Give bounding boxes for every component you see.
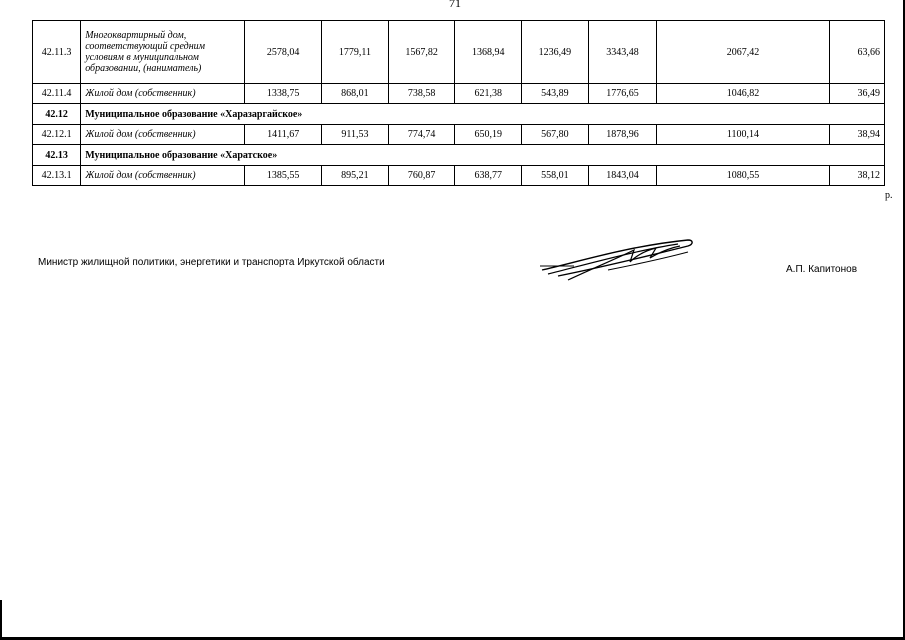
table-row bbox=[33, 125, 885, 145]
value-cell: 2067,42 bbox=[657, 21, 829, 84]
value-cell: 543,89 bbox=[522, 84, 589, 104]
row-description: Жилой дом (собственник) bbox=[81, 125, 245, 145]
value-cell: 63,66 bbox=[829, 21, 884, 84]
row-description: Многоквартирный дом, соответствующий средним условиям в муниципальном образовании, (наниматель) bbox=[81, 21, 245, 84]
table-row bbox=[33, 84, 885, 104]
edge-mark: р. bbox=[885, 190, 893, 201]
row-description: Жилой дом (собственник) bbox=[81, 84, 245, 104]
signer-position: Министр жилищной политики, энергетики и транспорта Иркутской области bbox=[38, 257, 385, 268]
value-cell: 1779,11 bbox=[322, 21, 389, 84]
section-code: 42.12 bbox=[33, 104, 81, 125]
value-cell: 1776,65 bbox=[588, 84, 657, 104]
value-cell: 1878,96 bbox=[588, 125, 657, 145]
value-cell: 774,74 bbox=[388, 125, 455, 145]
section-title: Муниципальное образование «Харатское» bbox=[81, 145, 885, 166]
value-cell: 1338,75 bbox=[245, 84, 322, 104]
value-cell: 621,38 bbox=[455, 84, 522, 104]
value-cell: 558,01 bbox=[522, 166, 589, 186]
value-cell: 868,01 bbox=[322, 84, 389, 104]
row-code: 42.13.1 bbox=[33, 166, 81, 186]
table-row bbox=[33, 21, 885, 84]
value-cell: 1385,55 bbox=[245, 166, 322, 186]
row-code: 42.11.4 bbox=[33, 84, 81, 104]
signer-name: А.П. Капитонов bbox=[786, 264, 858, 275]
value-cell: 38,12 bbox=[829, 166, 884, 186]
section-title: Муниципальное образование «Харазаргайское» bbox=[81, 104, 885, 125]
value-cell: 1368,94 bbox=[455, 21, 522, 84]
value-cell: 1046,82 bbox=[657, 84, 829, 104]
section-code: 42.13 bbox=[33, 145, 81, 166]
value-cell: 1080,55 bbox=[657, 166, 829, 186]
row-code: 42.12.1 bbox=[33, 125, 81, 145]
handwritten-signature bbox=[538, 236, 698, 284]
value-cell: 895,21 bbox=[322, 166, 389, 186]
tariff-table bbox=[32, 20, 885, 186]
section-header-row bbox=[33, 104, 885, 125]
value-cell: 650,19 bbox=[455, 125, 522, 145]
value-cell: 1843,04 bbox=[588, 166, 657, 186]
page-number: 71 bbox=[449, 0, 461, 10]
row-description: Жилой дом (собственник) bbox=[81, 166, 245, 186]
value-cell: 3343,48 bbox=[588, 21, 657, 84]
value-cell: 1100,14 bbox=[657, 125, 829, 145]
scan-border-left bbox=[0, 600, 2, 640]
value-cell: 911,53 bbox=[322, 125, 389, 145]
value-cell: 738,58 bbox=[388, 84, 455, 104]
section-header-row bbox=[33, 145, 885, 166]
value-cell: 2578,04 bbox=[245, 21, 322, 84]
value-cell: 1236,49 bbox=[522, 21, 589, 84]
row-code: 42.11.3 bbox=[33, 21, 81, 84]
value-cell: 638,77 bbox=[455, 166, 522, 186]
value-cell: 38,94 bbox=[829, 125, 884, 145]
value-cell: 36,49 bbox=[829, 84, 884, 104]
table-row bbox=[33, 166, 885, 186]
value-cell: 1567,82 bbox=[388, 21, 455, 84]
value-cell: 760,87 bbox=[388, 166, 455, 186]
value-cell: 567,80 bbox=[522, 125, 589, 145]
value-cell: 1411,67 bbox=[245, 125, 322, 145]
